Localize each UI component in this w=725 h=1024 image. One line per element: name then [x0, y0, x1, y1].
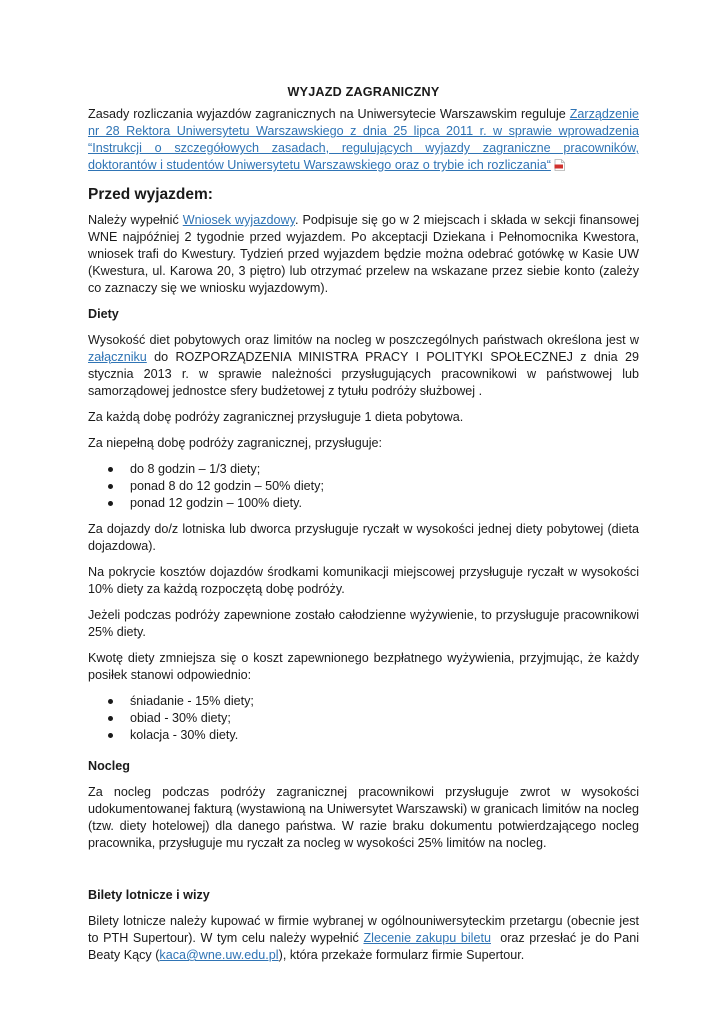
diety-paragraph-5: Na pokrycie kosztów dojazdów środkami komunikacji miejscowej przysługuje ryczałt w wysokości 10% diety za każdą rozpoczętą dobę podróży.: [88, 565, 639, 596]
trip-application-link[interactable]: Wniosek wyjazdowy: [182, 213, 295, 227]
partial-day-list: [88, 461, 639, 512]
diety-paragraph-3: Za niepełną dobę podróży zagranicznej, przysługuje:: [88, 436, 383, 450]
list-item: obiad - 30% diety;: [130, 710, 639, 727]
list-item: ponad 12 godzin – 100% diety.: [130, 495, 639, 512]
bilety-heading: Bilety lotnicze i wizy: [88, 888, 210, 902]
diety-paragraph-2: Za każdą dobę podróży zagranicznej przysługuje 1 dieta pobytowa.: [88, 410, 464, 424]
diety-p1-text-rest: do ROZPORZĄDZENIA MINISTRA PRACY I POLITYKI SPOŁECZNEJ z dnia 29 stycznia 2013 r. w sprawie należności przysługujących pracownikowi w państwowej lub samorządowej jednostce sfery budżetowej z tytułu podróży służbowej .: [88, 350, 639, 398]
before-trip-paragraph: [88, 212, 639, 297]
before-trip-text-rest: . Podpisuje się go w 2 miejscach i składa w sekcji finansowej WNE najpóźniej 2 tygodnie przed wyjazdem. Po akceptacji Dziekana i Pełnomocnika Kwestora, wniosek trafi do Kwestury. Tydzień przed wyjazdem będzie można odebrać gotówkę w Kasie UW (Kwestura, ul. Karowa 20, 3 piętro) lub otrzymać przelew na wskazane przez siebie konto (zależy co zaznaczy się we wniosku wyjazdowym).: [88, 213, 640, 295]
diety-heading: Diety: [88, 307, 119, 321]
page-title: WYJAZD ZAGRANICZNY: [287, 85, 440, 99]
bilety-text: Bilety lotnicze należy kupować w firmie wybranej w ogólnouniwersyteckim przetargu (obecnie jest to PTH Supertour). W tym celu należy wypełnić: [88, 914, 639, 945]
email-link[interactable]: kaca@wne.uw.edu.pl: [159, 948, 279, 962]
diety-p1-text: Wysokość diet pobytowych oraz limitów na nocleg w poszczególnych państwach określona jest w: [88, 333, 639, 347]
diety-paragraph-6: Jeżeli podczas podróży zapewnione zostało całodzienne wyżywienie, to przysługuje pracownikowi 25% diety.: [88, 608, 639, 639]
list-item: kolacja - 30% diety.: [130, 727, 639, 744]
intro-text: Zasady rozliczania wyjazdów zagranicznych na Uniwersytecie Warszawskim reguluje: [88, 107, 570, 121]
before-trip-heading: Przed wyjazdem:: [88, 186, 213, 203]
intro-paragraph: [88, 106, 639, 176]
bilety-paragraph: [88, 913, 643, 964]
nocleg-heading: Nocleg: [88, 759, 130, 773]
spacer: [88, 861, 639, 887]
list-item: do 8 godzin – 1/3 diety;: [130, 461, 639, 478]
bilety-text-middle: oraz przesłać je do Pani Beaty Kący (: [88, 931, 643, 962]
ticket-order-link[interactable]: Zlecenie zakupu biletu: [363, 931, 491, 945]
diety-paragraph-4: Za dojazdy do/z lotniska lub dworca przysługuje ryczałt w wysokości jednej diety pobytowej (dieta dojazdowa).: [88, 522, 639, 553]
before-trip-text: Należy wypełnić: [88, 213, 183, 227]
meals-list: [88, 693, 639, 744]
regulation-link[interactable]: Zarządzenie nr 28 Rektora Uniwersytetu Warszawskiego z dnia 25 lipca 2011 r. w sprawie wprowadzenia “Instrukcji o szczegółowych zasadach, regulujących wyjazdy zagraniczne pracowników, doktorantów i studentów Uniwersytetu Warszawskiego oraz o trybie ich rozliczania“: [88, 107, 639, 172]
diety-paragraph-7: Kwotę diety zmniejsza się o koszt zapewnionego bezpłatnego wyżywienia, przyjmując, że każdy posiłek stanowi odpowiednio:: [88, 651, 639, 682]
pdf-icon[interactable]: [554, 159, 565, 176]
list-item: ponad 8 do 12 godzin – 50% diety;: [130, 478, 639, 495]
list-item: śniadanie - 15% diety;: [130, 693, 639, 710]
bilety-text-rest: ), która przekaże formularz firmie Supertour.: [278, 948, 525, 962]
diety-paragraph-1: [88, 332, 639, 400]
nocleg-paragraph: Za nocleg podczas podróży zagranicznej pracownikowi przysługuje zwrot w wysokości udokumentowanej fakturą (wystawioną na Uniwersytet Warszawski) w granicach limitów na nocleg (tzw. diety hotelowej) dla danego państwa. W razie braku dokumentu potwierdzającego nocleg pracownika, przysługuje mu ryczałt za nocleg w wysokości 25% limitów na nocleg.: [88, 785, 639, 850]
attachment-link[interactable]: załączniku: [88, 350, 147, 364]
